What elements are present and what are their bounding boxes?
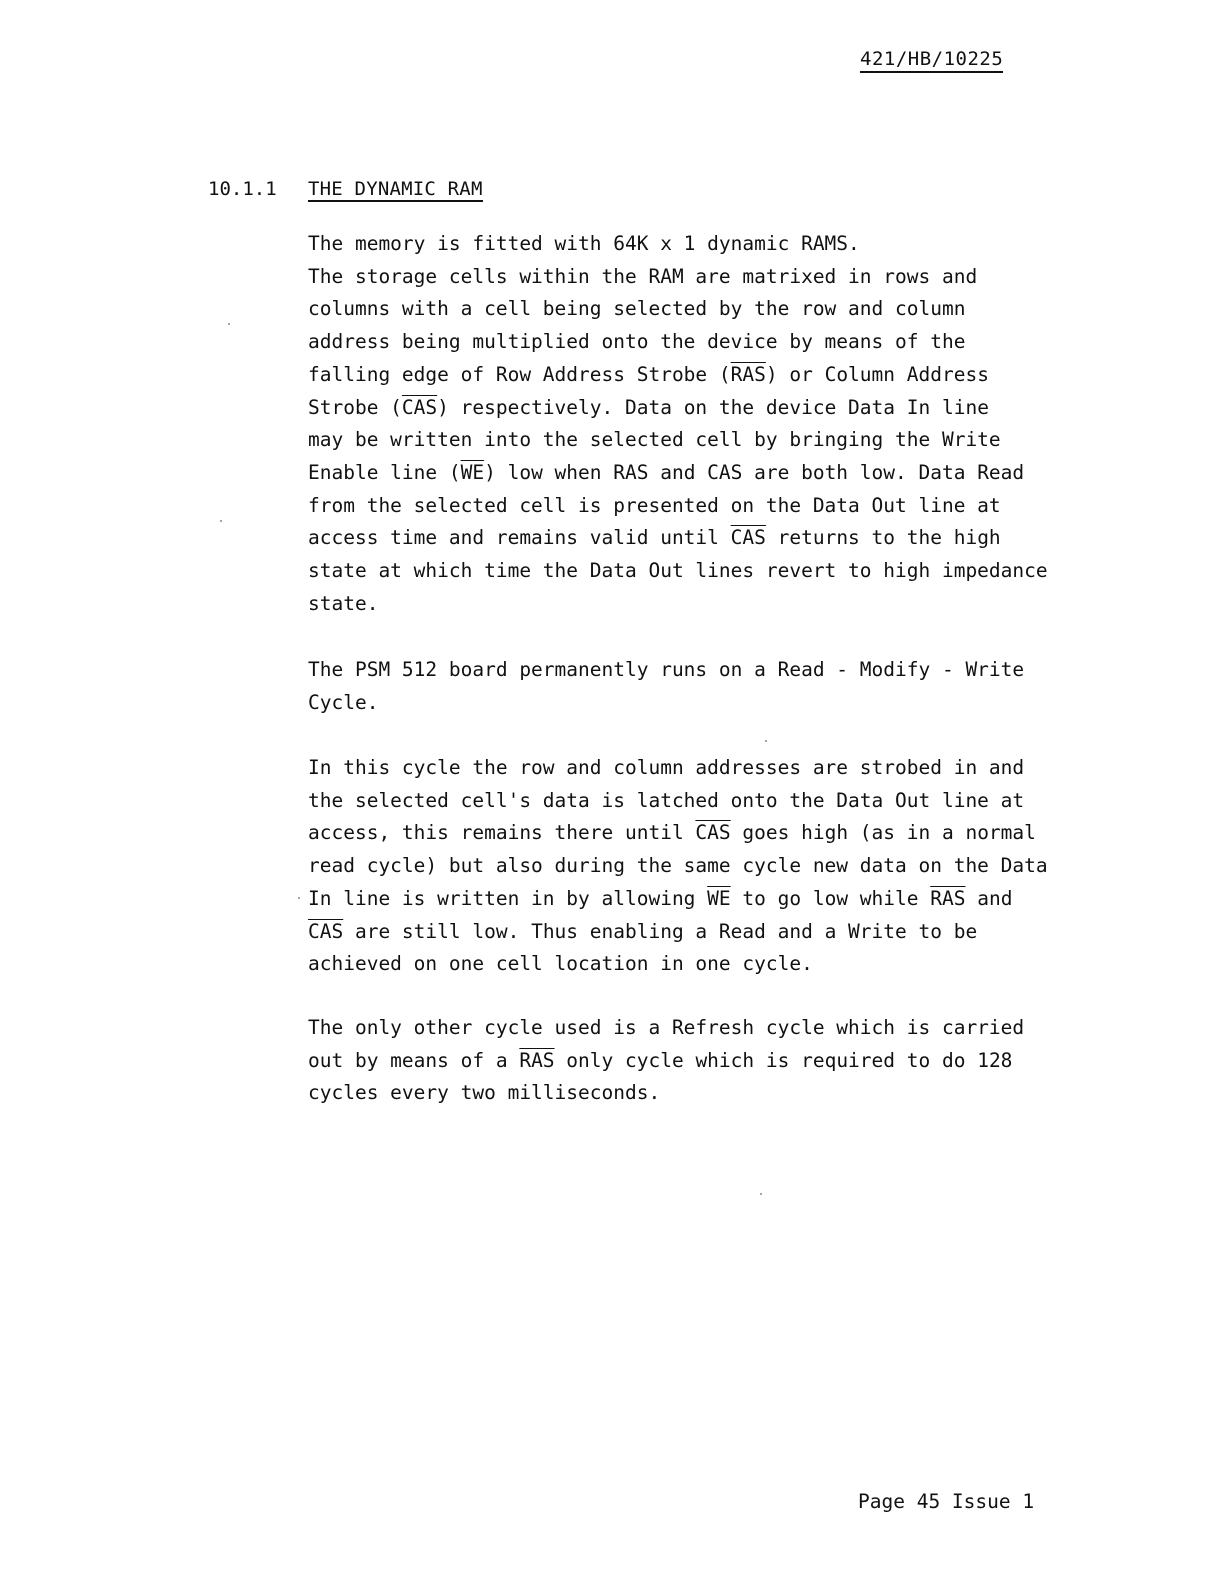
text-line: state at which time the Data Out lines revert to high impedance (308, 559, 1048, 583)
text-segment: goes high (as in a normal (730, 821, 1036, 845)
paragraph-refresh-cycle (308, 1012, 1028, 1110)
document-reference: 421/HB/10225 (860, 48, 1003, 73)
signal-cas-overbar: $\overline{CAS}$ (695, 821, 731, 845)
text-segment: only cycle which is required to do 128 (554, 1048, 1013, 1072)
text-line: the selected cell's data is latched onto the Data Out line at (308, 788, 1025, 812)
text-segment: out by means of a (308, 1048, 520, 1072)
text-line (308, 883, 1028, 916)
text-segment: Strobe ( (308, 395, 402, 419)
paragraph-dynamic-ram-description (308, 228, 1048, 620)
text-line: Cycle. (308, 690, 379, 714)
page-footer: Page 45 Issue 1 (858, 1490, 1035, 1513)
text-line (308, 457, 1028, 490)
signal-cas-overbar: $\overline{CAS}$ (308, 919, 344, 943)
text-segment: ) low when RAS and CAS are both low. Data Read (484, 460, 1025, 484)
text-line: In this cycle the row and column addresses are strobed in and (308, 756, 1025, 779)
text-line: The memory is fitted with 64K x 1 dynamic RAMS. (308, 232, 860, 255)
text-line: state. (308, 591, 379, 615)
text-line (308, 817, 1036, 850)
text-segment: access time and remains valid until (308, 526, 731, 550)
text-segment: falling edge of Row Address Strobe ( (308, 362, 731, 386)
section-title: THE DYNAMIC RAM (308, 178, 483, 200)
text-line: The PSM 512 board permanently runs on a Read - Modify - Write (308, 658, 1025, 681)
text-line: address being multiplied onto the device by means of the (308, 330, 966, 354)
text-line (308, 359, 1028, 392)
scan-speck (760, 1193, 762, 1195)
text-line (308, 1045, 1028, 1078)
signal-ras-overbar: $\overline{RAS}$ (930, 886, 966, 910)
text-line: achieved on one cell location in one cycle. (308, 952, 813, 976)
text-line: cycles every two milliseconds. (308, 1081, 661, 1105)
signal-cas-overbar: $\overline{CAS}$ (730, 526, 766, 550)
signal-cas-overbar: $\overline{CAS}$ (401, 395, 438, 419)
text-line: The storage cells within the RAM are matrixed in rows and (308, 264, 978, 288)
text-line: from the selected cell is presented on the Data Out line at (308, 493, 1001, 517)
signal-ras-overbar: $\overline{RAS}$ (519, 1048, 555, 1072)
text-segment: are still low. Thus enabling a Read and a Write to be (343, 919, 978, 943)
text-line: columns with a cell being selected by the row and column (308, 297, 966, 321)
text-segment: returns to the high (765, 526, 1001, 550)
text-segment: to go low while (730, 886, 931, 910)
paragraph-cycle-description (308, 752, 1048, 981)
text-segment: access, this remains there until (308, 821, 696, 845)
text-line: may be written into the selected cell by bringing the Write (308, 428, 1001, 452)
paragraph-read-modify-write (308, 654, 1028, 719)
signal-we-overbar: $\overline{WE}$ (707, 886, 731, 910)
text-segment: Enable line ( (308, 460, 461, 484)
text-segment: ) or Column Address (765, 362, 989, 386)
scan-speck (765, 740, 767, 742)
text-segment: ) respectively. Data on the device Data In line (437, 395, 989, 419)
signal-ras-overbar: $\overline{RAS}$ (730, 362, 766, 386)
text-line (308, 522, 1028, 555)
section-number: 10.1.1 (208, 178, 277, 200)
text-segment: and (965, 886, 1013, 910)
text-line: The only other cycle used is a Refresh cycle which is carried (308, 1016, 1025, 1039)
text-line: read cycle) but also during the same cycle new data on the Data (308, 854, 1048, 878)
scan-speck (298, 897, 300, 899)
text-line (308, 392, 1028, 425)
signal-we-overbar: $\overline{WE}$ (460, 460, 485, 484)
scan-speck (220, 520, 222, 522)
scan-speck (228, 323, 230, 325)
text-segment: In line is written in by allowing (308, 886, 708, 910)
text-line (308, 916, 1028, 949)
